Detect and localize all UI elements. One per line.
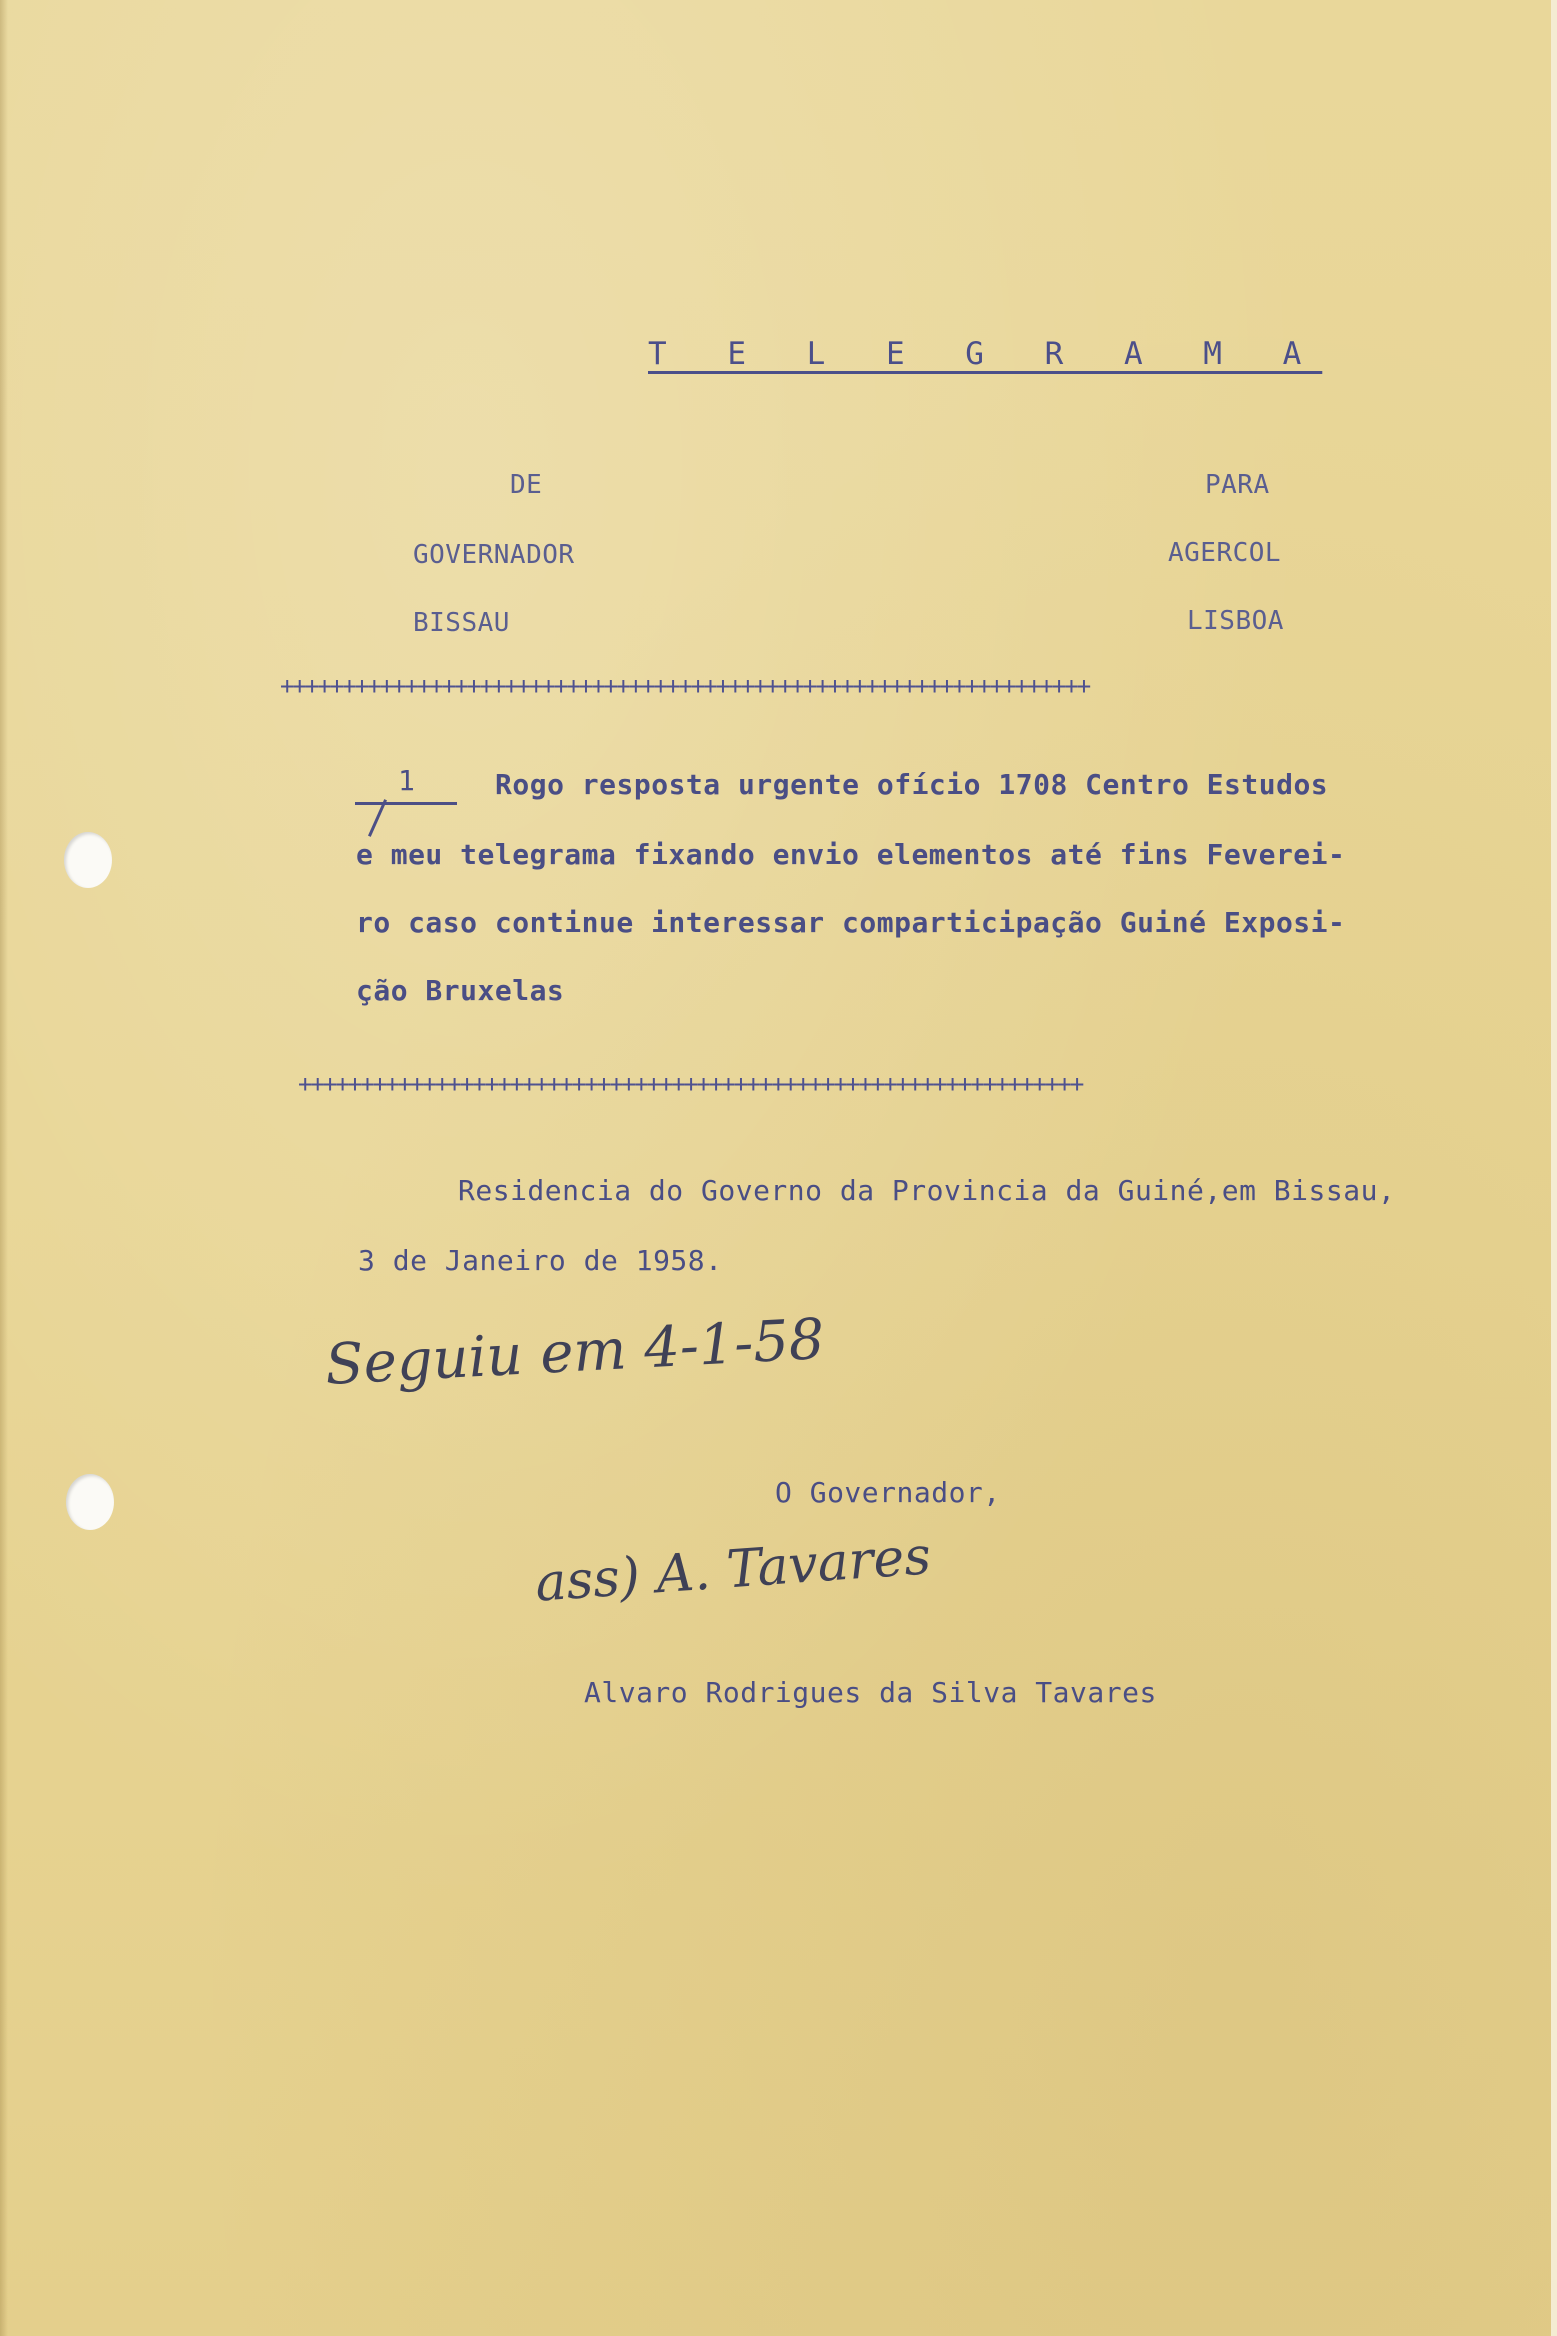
- punch-hole-top: [64, 832, 112, 888]
- separator-bottom: +++++++++++++++++++++++++++++++++++++++++++++++++++++++++++++++: [298, 1070, 1083, 1098]
- to-recipient: AGERCOL: [1168, 538, 1282, 568]
- from-label: DE: [510, 470, 543, 500]
- message-line-3: ro caso continue interessar comparticipação Guiné Exposi-: [356, 906, 1346, 939]
- document-title: T E L E G R A M A: [648, 336, 1323, 372]
- to-label: PARA: [1205, 470, 1270, 500]
- date-line: 3 de Janeiro de 1958.: [358, 1244, 723, 1277]
- handwritten-signature: ass) A. Tavares: [533, 1526, 933, 1614]
- separator-top: +++++++++++++++++++++++++++++++++++++++++++++++++++++++++++++++++: [280, 672, 1090, 700]
- message-number: 1: [398, 764, 416, 797]
- punch-hole-bottom: [66, 1474, 114, 1530]
- message-line-4: ção Bruxelas: [356, 974, 565, 1007]
- message-line-2: e meu telegrama fixando envio elementos até fins Feverei-: [356, 838, 1346, 871]
- message-number-underline: [355, 802, 457, 805]
- paper-edge: [0, 0, 8, 2336]
- from-city: BISSAU: [413, 608, 510, 638]
- closing-title: O Governador,: [775, 1476, 1001, 1509]
- message-line-1: Rogo resposta urgente ofício 1708 Centro Estudos: [495, 768, 1329, 801]
- location-line: Residencia do Governo da Provincia da Guiné,em Bissau,: [458, 1174, 1396, 1207]
- to-city: LISBOA: [1187, 606, 1284, 636]
- handwritten-note: Seguiu em 4-1-58: [323, 1306, 826, 1399]
- signatory-name: Alvaro Rodrigues da Silva Tavares: [584, 1676, 1157, 1709]
- from-sender: GOVERNADOR: [413, 540, 575, 570]
